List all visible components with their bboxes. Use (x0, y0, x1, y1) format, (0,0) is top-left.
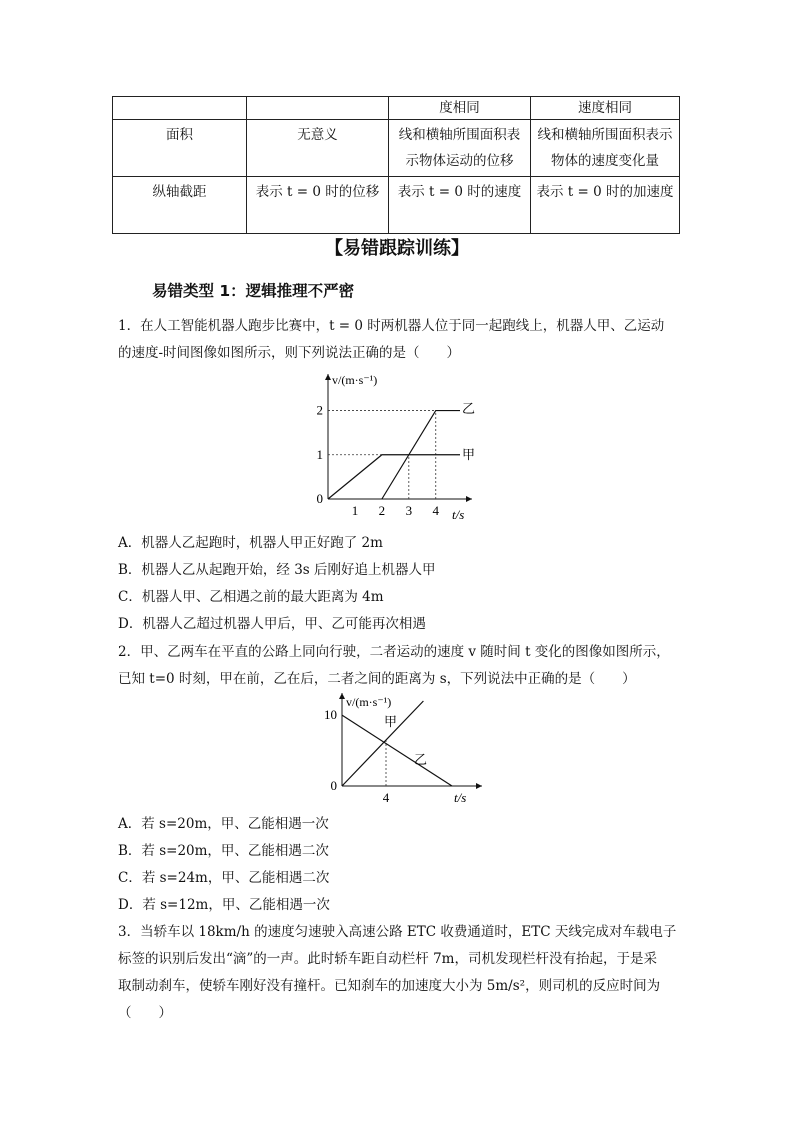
q1-option-c: C．机器人甲、乙相遇之前的最大距离为 4m (118, 589, 384, 605)
table-cell: 表示 t = 0 时的位移 (247, 177, 389, 234)
y-tick-label: 10 (324, 707, 337, 723)
q1-stem-line1: 1．在人工智能机器人跑步比赛中，t = 0 时两机器人位于同一起跑线上，机器人甲、乙运动 (118, 318, 665, 334)
table-cell: 面积 (113, 120, 247, 177)
table-cell: 速度相同 (531, 97, 680, 120)
q2-option-d: D．若 s=12m，甲、乙能相遇一次 (118, 897, 330, 913)
series-line-1 (342, 701, 423, 786)
y-axis-label: v/(m·s⁻¹) (346, 695, 392, 709)
q2-vt-graph (318, 690, 488, 805)
y-axis-label: v/(m·s⁻¹) (332, 373, 378, 387)
q1-stem-line2: 的速度-时间图像如图所示，则下列说法正确的是（ ） (118, 345, 461, 361)
q2-option-a: A．若 s=20m，甲、乙能相遇一次 (118, 816, 329, 832)
series-label: 乙 (462, 401, 476, 416)
q3-line4: （ ） (118, 1005, 172, 1021)
x-axis-label: t/s (452, 507, 465, 522)
q2-option-c: C．若 s=24m，甲、乙能相遇二次 (118, 870, 330, 886)
q3-line2: 标签的识别后发出“滴”的一声。此时轿车距自动栏杆 7m，司机发现栏杆没有抬起，于是采 (118, 951, 657, 967)
q2-option-b: B．若 s=20m，甲、乙能相遇二次 (118, 843, 329, 859)
section-heading: 【易错跟踪训练】 (325, 238, 469, 259)
table-row (113, 120, 680, 177)
series-label: 乙 (414, 752, 428, 767)
y-tick-label: 0 (316, 491, 323, 506)
table-cell: 表示 t = 0 时的速度 (389, 177, 531, 234)
table-cell: 无意义 (247, 120, 389, 177)
x-tick-label: 4 (432, 503, 440, 518)
y-tick-label: 2 (316, 402, 323, 418)
table-row (113, 177, 680, 234)
table-cell: 度相同 (389, 97, 531, 120)
q1-option-a: A．机器人乙起跑时，机器人甲正好跑了 2m (118, 535, 383, 551)
q1-option-d: D．机器人乙超过机器人甲后，甲、乙可能再次相遇 (118, 616, 426, 632)
series-label: 甲 (462, 447, 476, 462)
series-line-1 (328, 455, 460, 499)
table-cell: 纵轴截距 (113, 177, 247, 234)
x-tick-label: 1 (351, 503, 359, 518)
section-subheading: 易错类型 1：逻辑推理不严密 (152, 282, 355, 300)
table-cell: 线和横轴所围面积表示物体运动的位移 (389, 120, 531, 177)
q2-stem-line1: 2．甲、乙两车在平直的公路上同向行驶，二者运动的速度 v 随时间 t 变化的图像如图所示， (118, 644, 670, 660)
series-label: 甲 (384, 714, 398, 729)
q3-line3: 取制动刹车，使轿车刚好没有撞杆。已知刹车的加速度大小为 5m/s²，则司机的反应时间为 (118, 978, 661, 994)
x-tick-label: 2 (378, 503, 386, 518)
q3-line1: 3．当轿车以 18km/h 的速度匀速驶入高速公路 ETC 收费通道时，ETC 天线完成对车载电子 (118, 924, 677, 940)
q1-option-b: B．机器人乙从起跑开始，经 3s 后刚好追上机器人甲 (118, 562, 436, 578)
x-axis-label: t/s (454, 790, 467, 805)
q2-stem-line2: 已知 t=0 时刻，甲在前，乙在后，二者之间的距离为 s，下列说法中正确的是（ ） (118, 671, 636, 687)
table-cell (113, 97, 247, 120)
table-cell: 线和横轴所围面积表示物体的速度变化量 (531, 120, 680, 177)
table-cell: 表示 t = 0 时的加速度 (531, 177, 680, 234)
comparison-table (112, 96, 680, 234)
q1-vt-graph (300, 366, 500, 526)
y-tick-label: 1 (316, 446, 323, 462)
x-tick-label: 4 (382, 790, 390, 805)
y-tick-label: 0 (330, 778, 337, 793)
table-row (113, 97, 680, 120)
x-tick-label: 3 (405, 503, 413, 518)
table-cell (247, 97, 389, 120)
